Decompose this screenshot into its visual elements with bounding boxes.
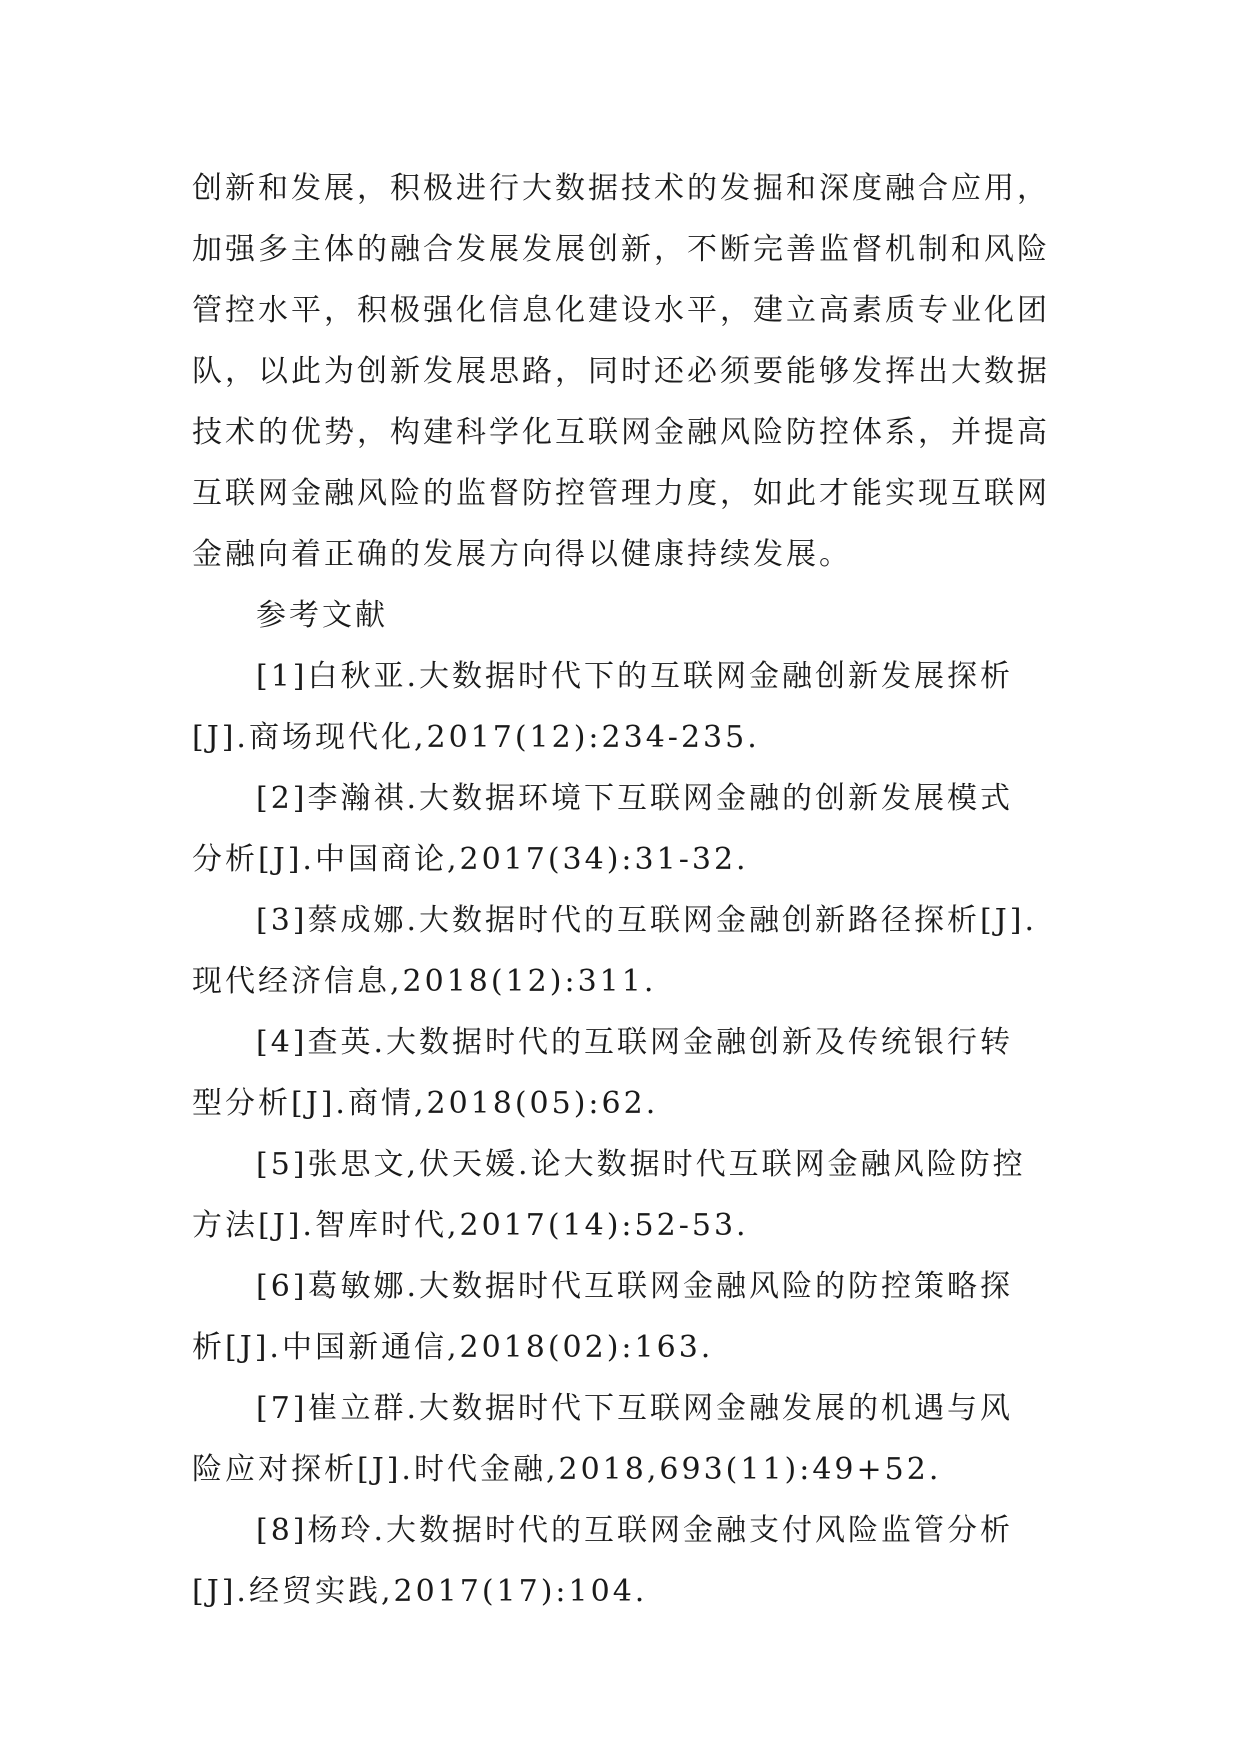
body-line: 队，以此为创新发展思路，同时还必须要能够发挥出大数据	[192, 354, 1050, 389]
reference-item	[192, 1378, 1052, 1500]
references-heading: 参考文献	[256, 598, 388, 633]
reference-line: [7]崔立群.大数据时代下互联网金融发展的机遇与风	[256, 1391, 1014, 1426]
reference-line: 险应对探析[J].时代金融,2018,693(11):49+52.	[192, 1452, 942, 1487]
reference-line: 方法[J].智库时代,2017(14):52-53.	[192, 1208, 749, 1243]
reference-line: [4]查英.大数据时代的互联网金融创新及传统银行转	[256, 1025, 1014, 1060]
reference-line: 析[J].中国新通信,2018(02):163.	[192, 1330, 714, 1365]
reference-item	[192, 768, 1052, 890]
body-line: 管控水平，积极强化信息化建设水平，建立高素质专业化团	[192, 293, 1050, 328]
reference-line: [6]葛敏娜.大数据时代互联网金融风险的防控策略探	[256, 1269, 1014, 1304]
reference-line: [1]白秋亚.大数据时代下的互联网金融创新发展探析	[256, 659, 1014, 694]
reference-line: [J].经贸实践,2017(17):104.	[192, 1574, 648, 1609]
body-line: 创新和发展，积极进行大数据技术的发掘和深度融合应用，	[192, 171, 1050, 206]
reference-line: [2]李瀚祺.大数据环境下互联网金融的创新发展模式	[256, 781, 1014, 816]
reference-item	[192, 1500, 1052, 1622]
reference-line: [8]杨玲.大数据时代的互联网金融支付风险监管分析	[256, 1513, 1014, 1548]
reference-item	[192, 1134, 1052, 1256]
body-line: 加强多主体的融合发展发展创新，不断完善监督机制和风险	[192, 232, 1050, 267]
reference-line: [5]张思文,伏天媛.论大数据时代互联网金融风险防控	[256, 1147, 1026, 1182]
reference-item	[192, 1256, 1052, 1378]
reference-item	[192, 890, 1052, 1012]
reference-line: 分析[J].中国商论,2017(34):31-32.	[192, 842, 749, 877]
body-line: 金融向着正确的发展方向得以健康持续发展。	[192, 537, 852, 572]
document-body	[192, 158, 1052, 1622]
body-line: 技术的优势，构建科学化互联网金融风险防控体系，并提高	[192, 415, 1050, 450]
reference-line: [J].商场现代化,2017(12):234-235.	[192, 720, 760, 755]
reference-line: [3]蔡成娜.大数据时代的互联网金融创新路径探析[J].	[256, 903, 1038, 938]
reference-line: 现代经济信息,2018(12):311.	[192, 964, 657, 999]
reference-item	[192, 646, 1052, 768]
body-line: 互联网金融风险的监督防控管理力度，如此才能实现互联网	[192, 476, 1050, 511]
reference-line: 型分析[J].商情,2018(05):62.	[192, 1086, 659, 1121]
reference-item	[192, 1012, 1052, 1134]
